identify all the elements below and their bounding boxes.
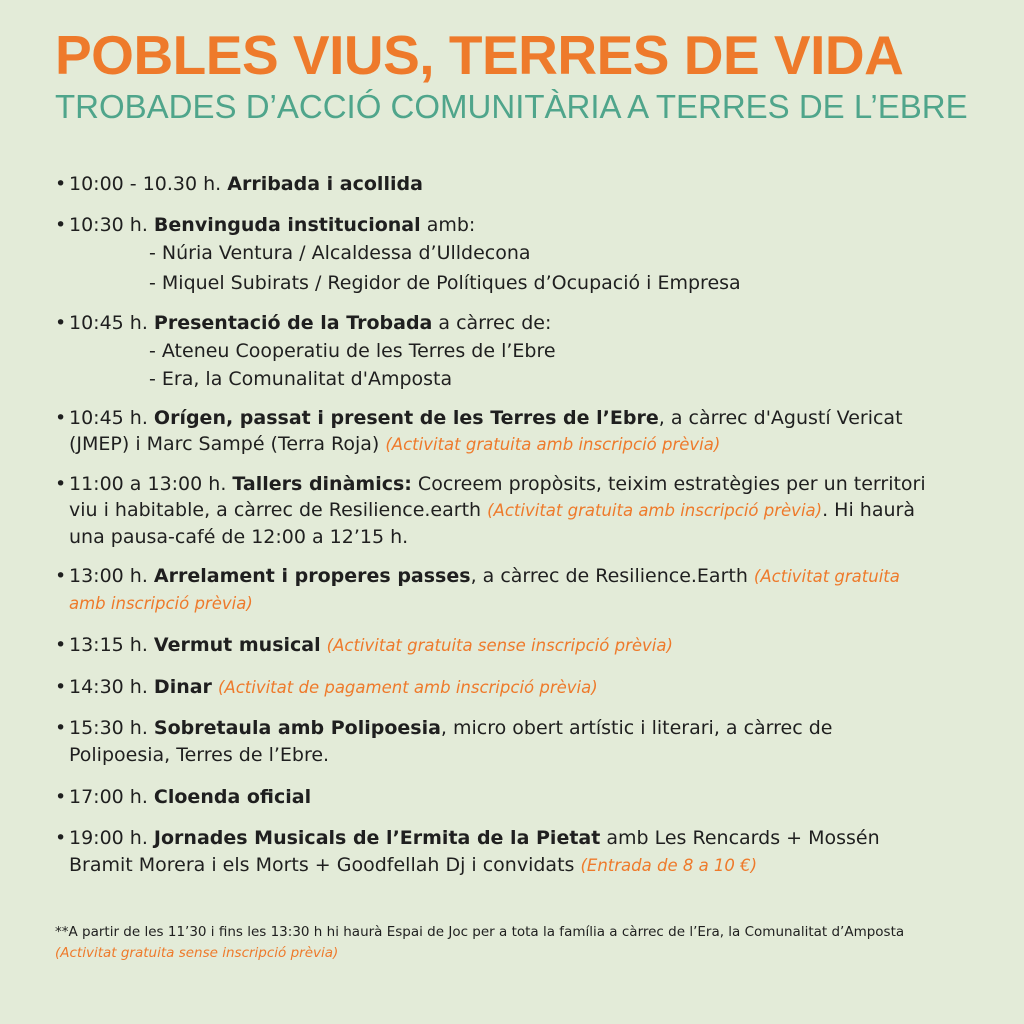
item-time: 10:30 h. xyxy=(69,214,154,236)
item-time: 13:15 h. xyxy=(69,634,154,656)
agenda-item xyxy=(55,631,935,660)
bullet-icon: • xyxy=(55,676,67,698)
activity-note: (Activitat gratuita amb inscripció prèvia) xyxy=(487,501,823,520)
item-time: 17:00 h. xyxy=(69,786,154,808)
item-title: Tallers dinàmics: xyxy=(232,473,412,495)
item-title: Cloenda oficial xyxy=(153,786,312,808)
item-title: Dinar xyxy=(153,676,212,698)
item-title: Arrelament i properes passes xyxy=(153,565,471,587)
activity-note: (Activitat gratuita amb inscripció prèvia) xyxy=(69,567,900,613)
item-title: Vermut musical xyxy=(153,634,321,656)
page-title: POBLES VIUS, TERRES DE VIDA xyxy=(55,24,904,86)
agenda-item xyxy=(55,471,935,550)
item-text: , a càrrec de Resilience.Earth xyxy=(470,565,754,587)
item-text: amb: xyxy=(420,214,476,236)
item-text: , micro obert artístic i literari, a càrrec de Polipoesia, Terres de l’Ebre. xyxy=(69,717,833,766)
agenda-item xyxy=(55,825,935,879)
item-title: Presentació de la Trobada xyxy=(153,312,433,334)
item-time: 10:45 h. xyxy=(69,312,154,334)
agenda-subitem: - Era, la Comunalitat d'Amposta xyxy=(149,368,453,390)
agenda-subitem: - Núria Ventura / Alcaldessa d’Ulldecona xyxy=(149,242,531,264)
item-text: Cocreem propòsits, teixim estratègies per un territori viu i habitable, a càrrec de Resilience.earth xyxy=(69,473,926,521)
item-title: Orígen, passat i present de les Terres de l’Ebre xyxy=(153,407,659,429)
agenda-item xyxy=(55,783,935,811)
item-title: Arribada i acollida xyxy=(227,173,423,195)
item-text: , a càrrec d'Agustí Vericat (JMEP) i Marc Sampé (Terra Roja) xyxy=(69,407,903,455)
agenda-list xyxy=(55,170,935,879)
item-time: 10:45 h. xyxy=(69,407,154,429)
agenda-subitem: - Miquel Subirats / Regidor de Polítiques d’Ocupació i Empresa xyxy=(149,272,741,294)
agenda-item xyxy=(55,563,935,617)
agenda-item xyxy=(55,170,935,198)
item-title: Sobretaula amb Polipoesia xyxy=(153,717,441,739)
activity-note: (Activitat gratuita amb inscripció prèvia) xyxy=(385,435,721,454)
item-title: Jornades Musicals de l’Ermita de la Pietat xyxy=(153,827,601,849)
bullet-icon: • xyxy=(55,173,67,195)
activity-note: (Activitat gratuita sense inscripció prèvia) xyxy=(326,636,673,655)
agenda-item xyxy=(55,309,935,337)
bullet-icon: • xyxy=(55,214,67,236)
bullet-icon: • xyxy=(55,407,67,429)
bullet-icon: • xyxy=(55,634,67,656)
page-subtitle: TROBADES D’ACCIÓ COMUNITÀRIA A TERRES DE L’EBRE xyxy=(55,88,968,125)
bullet-icon: • xyxy=(55,565,67,587)
item-time: 11:00 a 13:00 h. xyxy=(69,473,233,495)
item-title: Benvinguda institucional xyxy=(153,214,421,236)
agenda-item xyxy=(55,211,935,239)
activity-note: (Activitat gratuita sense inscripció prèvia) xyxy=(55,945,339,961)
bullet-icon: • xyxy=(55,312,67,334)
item-text: a càrrec de: xyxy=(432,312,552,334)
footnote xyxy=(55,922,955,964)
agenda-item xyxy=(55,405,935,458)
activity-note: (Activitat de pagament amb inscripció prèvia) xyxy=(217,678,598,697)
item-text: . Hi haurà una pausa-café de 12:00 a 12’15 h. xyxy=(69,499,915,548)
item-text: amb Les Rencards + Mossén Bramit Morera i els Morts + Goodfellah Dj i convidats xyxy=(69,827,880,876)
item-time: 10:00 - 10.30 h. xyxy=(69,173,228,195)
bullet-icon: • xyxy=(55,827,67,849)
item-time: 13:00 h. xyxy=(69,565,154,587)
bullet-icon: • xyxy=(55,473,67,495)
item-time: 14:30 h. xyxy=(69,676,154,698)
agenda-subitem: - Ateneu Cooperatiu de les Terres de l’Ebre xyxy=(149,340,556,362)
item-time: 19:00 h. xyxy=(69,827,154,849)
activity-note: (Entrada de 8 a 10 €) xyxy=(580,856,758,875)
agenda-item xyxy=(55,673,935,702)
agenda-item xyxy=(55,715,935,769)
footnote-text: **A partir de les 11’30 i fins les 13:30 h hi haurà Espai de Joc per a tota la família a càrrec de l’Era, la Comunalitat d’Amposta xyxy=(55,924,905,940)
bullet-icon: • xyxy=(55,786,67,808)
item-time: 15:30 h. xyxy=(69,717,154,739)
bullet-icon: • xyxy=(55,717,67,739)
